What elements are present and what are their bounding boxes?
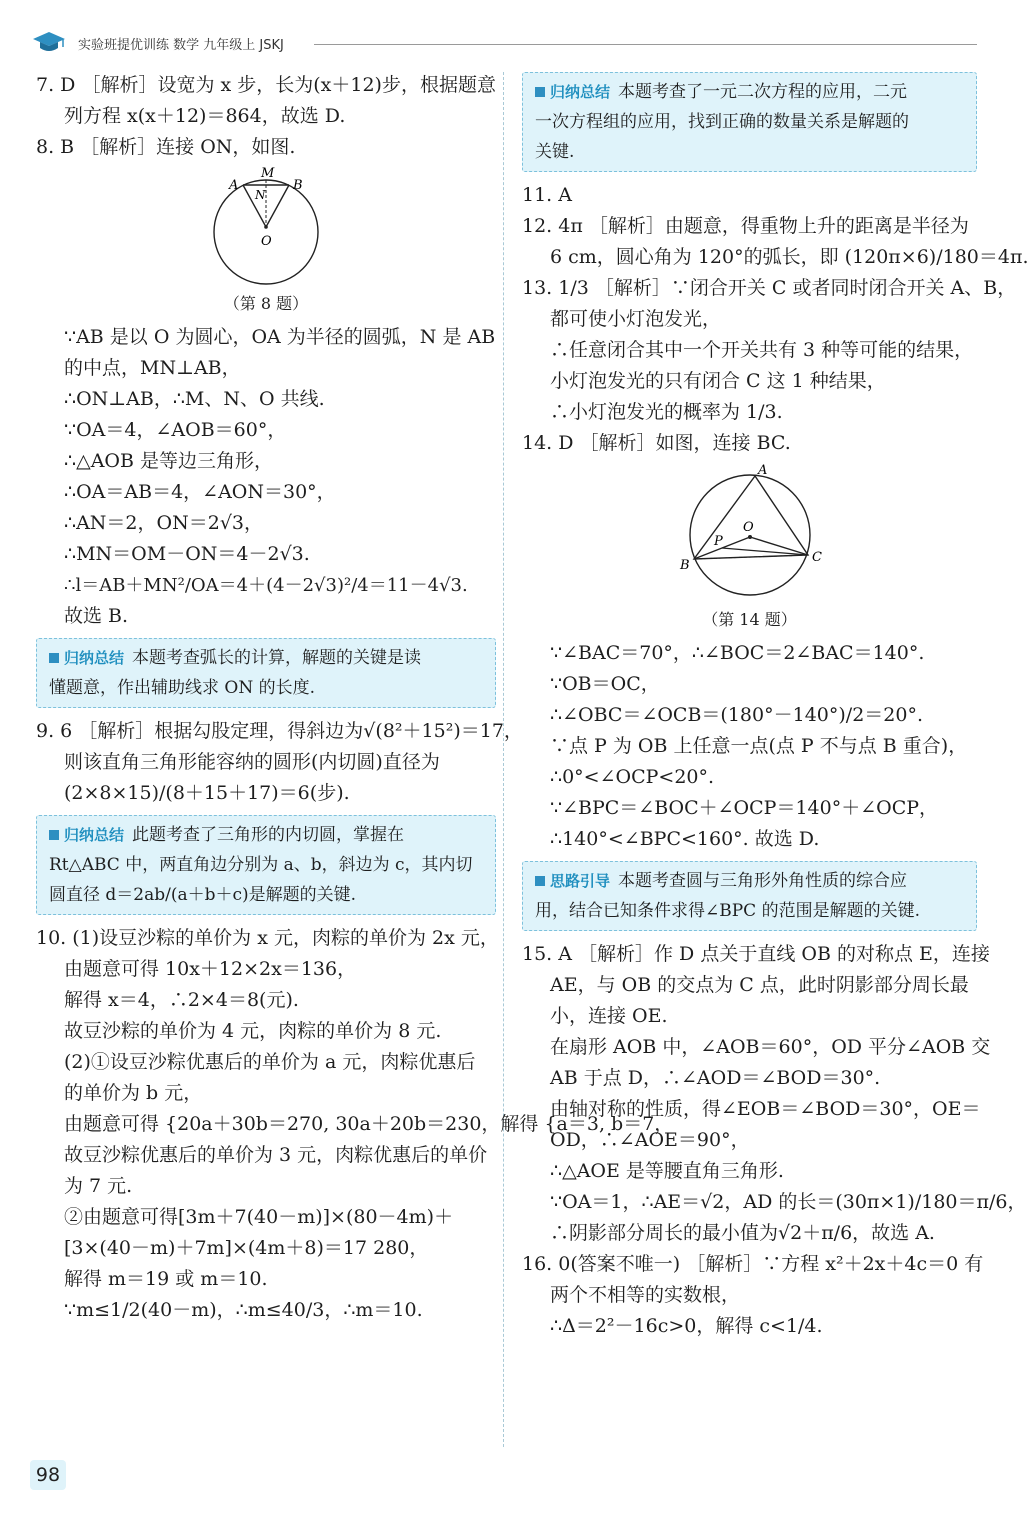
column-divider xyxy=(503,72,504,1447)
answer-line: 都可使小灯泡发光， xyxy=(550,308,722,330)
answer-line: ∴∠OBC＝∠OCB＝(180°－140°)/2＝20°. xyxy=(550,704,923,726)
answer-line: 故选 B. xyxy=(64,605,129,627)
figure-label: N xyxy=(255,188,266,202)
page-header xyxy=(32,30,977,56)
figure-label: B xyxy=(293,178,303,193)
summary-text: 用，结合已知条件求得∠BPC 的范围是解题的关键. xyxy=(535,901,920,921)
answer-14 xyxy=(522,428,977,931)
answer-8 xyxy=(36,132,496,708)
answer-line: ∴阴影部分周长的最小值为√2＋π/6，故选 A. xyxy=(550,1222,935,1244)
answer-line: 故豆沙粽优惠后的单价为 3 元，肉粽优惠后的单价 xyxy=(64,1144,488,1166)
answer-9 xyxy=(36,716,523,915)
answer-line: 由题意可得 {20a＋30b＝270, 30a＋20b＝230，解得 {a＝3, b＝7， xyxy=(64,1113,674,1135)
answer-line: ∴△AOB 是等边三角形， xyxy=(64,450,274,472)
answer-line: ∵OB＝OC， xyxy=(550,673,660,695)
answer-line: 小，连接 OE. xyxy=(550,1005,668,1027)
answer-11: 11. A xyxy=(522,184,572,206)
answer-line: ∴△AOE 是等腰直角三角形. xyxy=(550,1160,784,1182)
answer-line: 10. (1)设豆沙粽的单价为 x 元，肉粽的单价为 2x 元， xyxy=(36,927,499,949)
summary-text: 本题考查圆与三角形外角性质的综合应 xyxy=(618,871,908,891)
answer-line: 8. B ［解析］连接 ON，如图. xyxy=(36,136,296,158)
figure-label: O xyxy=(261,234,272,249)
answer-line: 15. A ［解析］作 D 点关于直线 OB 的对称点 E，连接 xyxy=(522,943,990,965)
answer-line: (2×8×15)/(8＋15＋17)＝6(步). xyxy=(64,782,350,804)
answer-line: ∵OA＝1，∴AE＝√2，AD 的长＝(30π×1)/180＝π/6， xyxy=(550,1191,1027,1213)
summary-label: 归纳总结 xyxy=(49,643,124,673)
summary-text: 关键. xyxy=(535,142,575,162)
answer-line: 14. D ［解析］如图，连接 BC. xyxy=(522,432,791,454)
answer-line: 为 7 元. xyxy=(64,1175,133,1197)
square-bullet-icon xyxy=(49,830,59,840)
summary-box xyxy=(522,72,977,172)
answer-line: (2)①设豆沙粽优惠后的单价为 a 元，肉粽优惠后 xyxy=(64,1051,476,1073)
square-bullet-icon xyxy=(49,653,59,663)
answer-line: ∵∠BAC＝70°，∴∠BOC＝2∠BAC＝140°. xyxy=(550,642,925,664)
figure-label: A xyxy=(229,178,239,193)
answer-line: 13. 1/3 ［解析］∵闭合开关 C 或者同时闭合开关 A、B， xyxy=(522,277,1017,299)
answer-line: ∴MN＝OM－ON＝4－2√3. xyxy=(64,543,310,565)
figure-label: O xyxy=(742,520,754,535)
answer-line: ∴ON⊥AB，∴M、N、O 共线. xyxy=(64,388,325,410)
answer-16 xyxy=(522,1249,984,1342)
answer-12 xyxy=(522,211,1029,273)
answer-line: ∴小灯泡发光的概率为 1/3. xyxy=(550,401,783,423)
answer-line: [3×(40－m)＋7m]×(4m＋8)＝17 280， xyxy=(64,1237,429,1259)
answer-line: 在扇形 AOB 中，∠AOB＝60°，OD 平分∠AOB 交 xyxy=(550,1036,991,1058)
figure-label: C xyxy=(811,550,822,565)
answer-line: ∴Δ＝2²－16c>0，解得 c<1/4. xyxy=(550,1315,823,1337)
figure-label: M xyxy=(261,167,275,181)
figure-caption: （第 14 题） xyxy=(702,610,797,629)
summary-label: 思路引导 xyxy=(535,866,610,896)
answer-7 xyxy=(36,70,496,132)
header-rule xyxy=(314,44,977,45)
figure-label: B xyxy=(679,558,690,573)
answer-line: ②由题意可得[3m＋7(40－m)]×(80－4m)＋ xyxy=(64,1206,454,1228)
graduation-cap-icon xyxy=(32,30,66,54)
square-bullet-icon xyxy=(535,876,545,886)
answer-15 xyxy=(522,939,1027,1249)
answer-line: 7. D ［解析］设宽为 x 步，长为(x＋12)步，根据题意 xyxy=(36,74,496,96)
page-number: 98 xyxy=(30,1460,66,1490)
square-bullet-icon xyxy=(535,87,545,97)
summary-text: 圆直径 d＝2ab/(a＋b＋c)是解题的关键. xyxy=(49,885,357,905)
answer-line: ∵m≤1/2(40－m)，∴m≤40/3，∴m＝10. xyxy=(64,1299,423,1321)
figure-14 xyxy=(522,463,977,632)
answer-line: ∴140°<∠BPC<160°. 故选 D. xyxy=(550,828,820,850)
figure-label: A xyxy=(757,463,767,478)
answer-line: 列方程 x(x＋12)＝864，故选 D. xyxy=(64,105,346,127)
answer-line: 两个不相等的实数根， xyxy=(550,1284,741,1306)
answer-line: ∵点 P 为 OB 上任意一点(点 P 不与点 B 重合)， xyxy=(550,735,968,757)
summary-label: 归纳总结 xyxy=(49,820,124,850)
circle-figure-8 xyxy=(201,167,331,287)
book-title: 实验班提优训练 数学 九年级上 JSKJ xyxy=(78,38,284,53)
summary-box xyxy=(522,861,977,931)
figure-8 xyxy=(36,167,496,316)
answer-line: AE，与 OB 的交点为 C 点，此时阴影部分周长最 xyxy=(550,974,969,996)
answer-line: 解得 m＝19 或 m＝10. xyxy=(64,1268,268,1290)
answer-line: AB 于点 D，∴∠AOD＝∠BOD＝30°. xyxy=(550,1067,881,1089)
right-column xyxy=(522,70,1029,1342)
figure-caption: （第 8 题） xyxy=(223,294,309,313)
summary-text: 一次方程组的应用，找到正确的数量关系是解题的 xyxy=(535,112,909,132)
answer-line: 6 cm，圆心角为 120°的弧长，即 (120π×6)/180＝4π. xyxy=(550,246,1029,268)
summary-box xyxy=(36,815,496,915)
answer-line: OD，∴∠AOE＝90°， xyxy=(550,1129,750,1151)
answer-line: ∵AB 是以 O 为圆心，OA 为半径的圆弧，N 是 AB xyxy=(64,326,496,348)
answer-line: 16. 0(答案不唯一) ［解析］∵方程 x²＋2x＋4c＝0 有 xyxy=(522,1253,984,1275)
answer-line: ∴AN＝2，ON＝2√3， xyxy=(64,512,264,534)
summary-text: 本题考查了一元二次方程的应用，二元 xyxy=(618,82,908,102)
answer-line: 9. 6 ［解析］根据勾股定理，得斜边为√(8²＋15²)＝17， xyxy=(36,720,523,742)
answer-line: 解得 x＝4，∴2×4＝8(元). xyxy=(64,989,299,1011)
summary-box xyxy=(36,638,496,708)
answer-line: 的单价为 b 元， xyxy=(64,1082,203,1104)
figure-label: P xyxy=(713,534,723,549)
answer-line: 则该直角三角形能容纳的圆形(内切圆)直径为 xyxy=(64,751,440,773)
summary-text: 懂题意，作出辅助线求 ON 的长度. xyxy=(49,678,316,698)
circle-figure-14 xyxy=(670,463,830,603)
summary-label: 归纳总结 xyxy=(535,77,610,107)
answer-line: 由题意可得 10x＋12×2x＝136， xyxy=(64,958,357,980)
answer-line: 故豆沙粽的单价为 4 元，肉粽的单价为 8 元. xyxy=(64,1020,442,1042)
answer-13 xyxy=(522,273,1017,428)
summary-text: 本题考查弧长的计算，解题的关键是读 xyxy=(132,648,422,668)
answer-line: 小灯泡发光的只有闭合 C 这 1 种结果， xyxy=(550,370,886,392)
answer-line: 的中点，MN⊥AB， xyxy=(64,357,241,379)
answer-line: ∵OA＝4，∠AOB＝60°， xyxy=(64,419,287,441)
answer-line: 12. 4π ［解析］由题意，得重物上升的距离是半径为 xyxy=(522,215,969,237)
summary-text: 此题考查了三角形的内切圆，掌握在 xyxy=(132,825,405,845)
answer-line: ∴0°<∠OCP<20°. xyxy=(550,766,715,788)
answer-line: 由轴对称的性质，得∠EOB＝∠BOD＝30°，OE＝ xyxy=(550,1098,981,1120)
answer-line: ∴l＝AB＋MN²/OA＝4＋(4－2√3)²/4＝11－4√3. xyxy=(64,575,468,596)
answer-line: ∵∠BPC＝∠BOC＋∠OCP＝140°＋∠OCP， xyxy=(550,797,939,819)
answer-line: ∴OA＝AB＝4，∠AON＝30°， xyxy=(64,481,336,503)
answer-line: ∴任意闭合其中一个开关共有 3 种等可能的结果， xyxy=(550,339,974,361)
summary-text: Rt△ABC 中，两直角边分别为 a、b，斜边为 c，其内切 xyxy=(49,855,473,875)
